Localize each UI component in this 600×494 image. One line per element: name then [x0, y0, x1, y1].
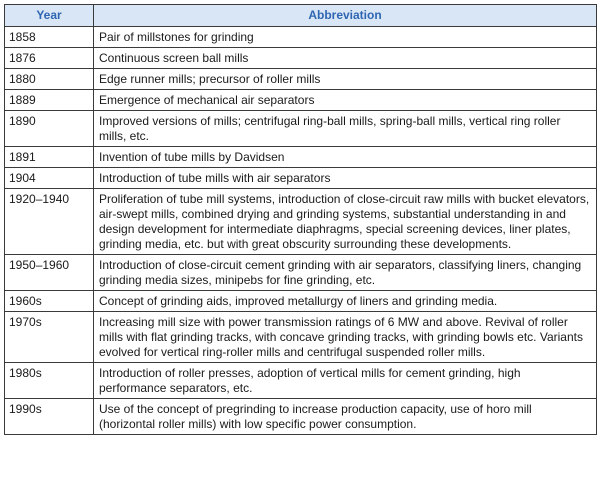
- abbreviation-cell: Use of the concept of pregrinding to increase production capacity, use of horo mill (horizontal roller mills) with low specific power consumption.: [94, 399, 597, 435]
- table-row: [5, 363, 597, 399]
- header-year: Year: [5, 5, 94, 27]
- abbreviation-cell: Pair of millstones for grinding: [94, 27, 597, 48]
- table-row: [5, 312, 597, 363]
- table-row: [5, 90, 597, 111]
- abbreviation-cell: Improved versions of mills; centrifugal ring-ball mills, spring-ball mills, vertical ring roller mills, etc.: [94, 111, 597, 147]
- abbreviation-cell: Edge runner mills; precursor of roller mills: [94, 69, 597, 90]
- year-cell: 1904: [5, 168, 94, 189]
- abbreviation-cell: Introduction of tube mills with air separators: [94, 168, 597, 189]
- table-row: [5, 27, 597, 48]
- year-cell: 1980s: [5, 363, 94, 399]
- year-cell: 1990s: [5, 399, 94, 435]
- year-cell: 1891: [5, 147, 94, 168]
- abbreviation-cell: Increasing mill size with power transmission ratings of 6 MW and above. Revival of roller mills with flat grinding tracks, with concave grinding tracks, with grinding bowls etc. Variants evolved for vertical ring-roller mills and centrifugal suspended roller mills.: [94, 312, 597, 363]
- table-row: [5, 111, 597, 147]
- table-row: [5, 48, 597, 69]
- abbreviation-cell: Concept of grinding aids, improved metallurgy of liners and grinding media.: [94, 291, 597, 312]
- table-row: [5, 399, 597, 435]
- abbreviation-cell: Proliferation of tube mill systems, introduction of close-circuit raw mills with bucket elevators, air-swept mills, combined drying and grinding systems, substantial understanding in and design development for intermediate diaphragms, special screening devices, liner plates, grinding media, etc. but with great obscurity surrounding these developments.: [94, 189, 597, 255]
- header-row: [5, 5, 597, 27]
- abbreviation-cell: Continuous screen ball mills: [94, 48, 597, 69]
- abbreviation-cell: Introduction of close-circuit cement grinding with air separators, classifying liners, changing grinding media sizes, minipebs for fine grinding, etc.: [94, 255, 597, 291]
- year-cell: 1920–1940: [5, 189, 94, 255]
- year-cell: 1858: [5, 27, 94, 48]
- year-cell: 1889: [5, 90, 94, 111]
- year-cell: 1960s: [5, 291, 94, 312]
- header-abbreviation: Abbreviation: [94, 5, 597, 27]
- table-row: [5, 168, 597, 189]
- table-row: [5, 147, 597, 168]
- table-container: [4, 4, 596, 435]
- table-row: [5, 189, 597, 255]
- table-row: [5, 69, 597, 90]
- year-cell: 1890: [5, 111, 94, 147]
- table-row: [5, 255, 597, 291]
- year-cell: 1970s: [5, 312, 94, 363]
- abbreviation-cell: Emergence of mechanical air separators: [94, 90, 597, 111]
- year-cell: 1876: [5, 48, 94, 69]
- table-header: [5, 5, 597, 27]
- abbreviation-cell: Invention of tube mills by Davidsen: [94, 147, 597, 168]
- abbreviation-cell: Introduction of roller presses, adoption of vertical mills for cement grinding, high performance separators, etc.: [94, 363, 597, 399]
- history-table: [4, 4, 597, 435]
- year-cell: 1880: [5, 69, 94, 90]
- table-row: [5, 291, 597, 312]
- year-cell: 1950–1960: [5, 255, 94, 291]
- table-body: [5, 27, 597, 435]
